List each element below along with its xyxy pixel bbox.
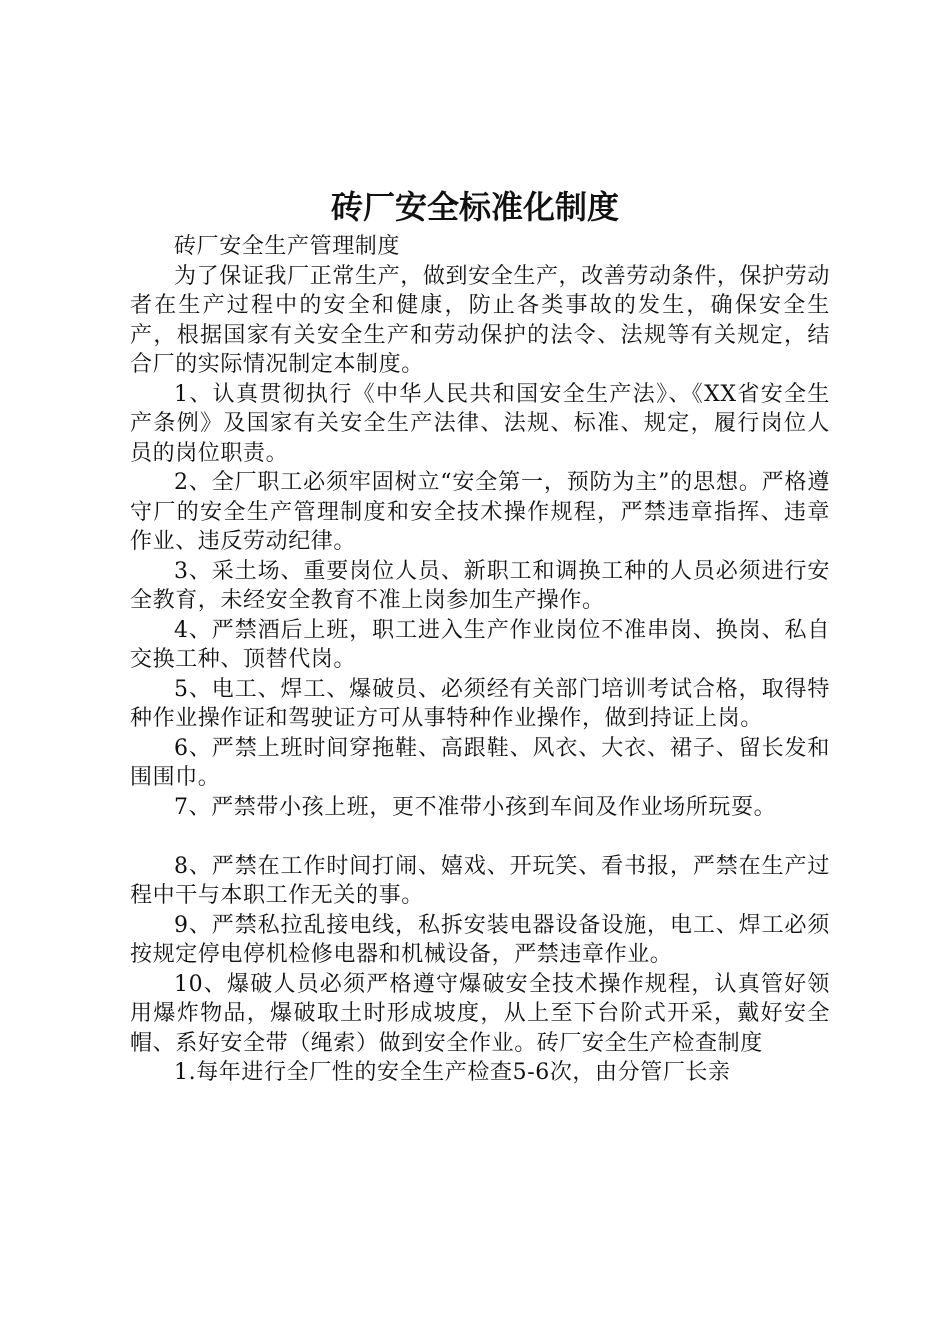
- section-heading-management: 砖厂安全生产管理制度: [174, 234, 401, 259]
- rule-item-6: 6、严禁上班时间穿拖鞋、高跟鞋、风衣、大衣、裙子、留长发和围围巾。: [130, 735, 830, 790]
- paragraph-intro: 为了保证我厂正常生产，做到安全生产，改善劳动条件，保护劳动者在生产过程中的安全和健康，防止各类事故的发生，确保安全生产，根据国家有关安全生产和劳动保护的法令、法规等有关规定，结合厂的实际情况制定本制度。: [130, 263, 830, 377]
- rule-item-10: 10、爆破人员必须严格遵守爆破安全技术操作规程，认真管好领用爆炸物品，爆破取土时形成坡度，从上至下台阶式开采，戴好安全帽、系好安全带（绳索）做到安全作业。砖厂安全生产检查制度: [130, 971, 830, 1056]
- rule-item-4: 4、严禁酒后上班，职工进入生产作业岗位不准串岗、换岗、私自交换工种、顶替代岗。: [130, 617, 830, 672]
- rule-item-7: 7、严禁带小孩上班，更不准带小孩到车间及作业场所玩耍。: [174, 794, 777, 820]
- rule-item-3: 3、采土场、重要岗位人员、新职工和调换工种的人员必须进行安全教育，未经安全教育不准上岗参加生产操作。: [130, 558, 830, 613]
- rule-item-2: 2、全厂职工必须牢固树立“安全第一，预防为主”的思想。严格遵守厂的安全生产管理制度和安全技术操作规程，严禁违章指挥、违章作业、违反劳动纪律。: [130, 470, 830, 554]
- document-title: 砖厂安全标准化制度: [330, 188, 619, 226]
- inspection-item-1: 1.每年进行全厂性的安全生产检查5-6次，由分管厂长亲: [174, 1060, 731, 1085]
- rule-item-1: 1、认真贯彻执行《中华人民共和国安全生产法》、《XX省安全生产条例》及国家有关安全生产法律、法规、标准、规定，履行岗位人员的岗位职责。: [130, 381, 830, 466]
- document-body: [130, 232, 830, 1088]
- rule-item-8: 8、严禁在工作时间打闹、嬉戏、开玩笑、看书报，严禁在生产过程中干与本职工作无关的事。: [130, 853, 830, 908]
- rule-item-5: 5、电工、焊工、爆破员、必须经有关部门培训考试合格，取得特种作业操作证和驾驶证方可从事特种作业操作，做到持证上岗。: [130, 676, 830, 731]
- rule-item-9: 9、严禁私拉乱接电线，私拆安装电器设备设施，电工、焊工必须按规定停电停机检修电器和机械设备，严禁违章作业。: [130, 912, 830, 967]
